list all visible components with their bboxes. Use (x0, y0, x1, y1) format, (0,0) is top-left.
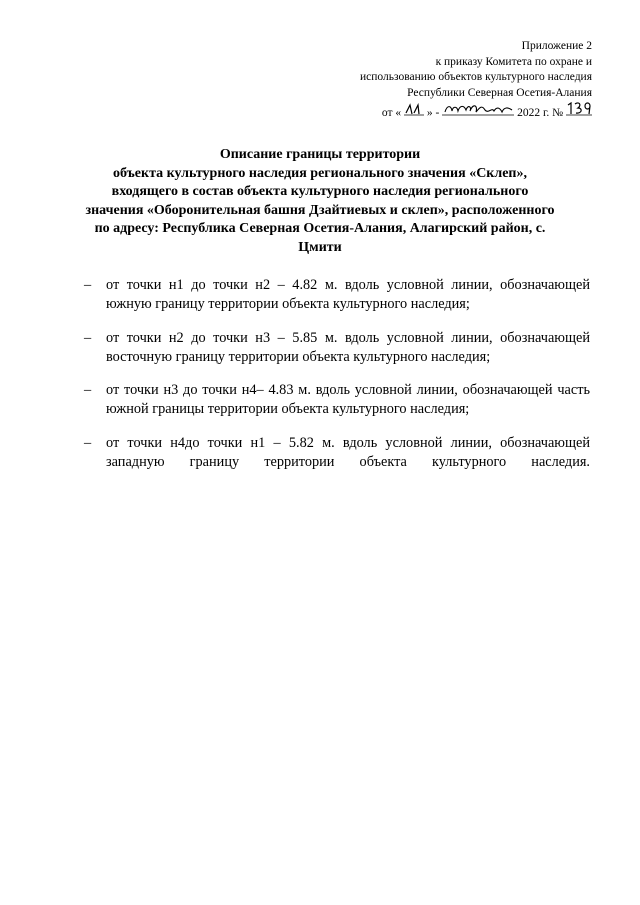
order-date-year: 2022 г. № (517, 107, 564, 119)
list-item-text: от точки н2 до точки н3 – 5.85 м. вдоль условной линии, обозначающей восточную границу территории объекта культурного наследия; (106, 329, 590, 365)
list-item-text: от точки н3 до точки н4– 4.83 м. вдоль условной линии, обозначающей часть южной границы территории объекта культурного наследия; (106, 382, 590, 417)
appendix-line-4: Республики Северная Осетия-Алания (407, 86, 592, 99)
list-dash: – (84, 382, 92, 398)
boundary-description-list (84, 276, 590, 486)
appendix-line-2: к приказу Комитета по охране и (435, 55, 592, 68)
handwritten-month (442, 101, 514, 116)
order-date-prefix: от « (381, 107, 402, 119)
list-dash: – (84, 329, 92, 346)
list-item (84, 276, 590, 314)
list-item-text: от точки н1 до точки н2 – 4.82 м. вдоль условной линии, обозначающей южную границу территории объекта культурного наследия; (106, 277, 590, 312)
list-item (84, 381, 590, 419)
handwritten-day (404, 103, 424, 116)
title-line-5: по адресу: Республика Северная Осетия-Алания, Алагирский район, с. (94, 221, 546, 237)
appendix-line-1: Приложение 2 (521, 40, 592, 52)
title-line-2: объекта культурного наследия регионального значения «Склеп», (112, 165, 528, 181)
appendix-line-3: использованию объектов культурного наследия (359, 71, 592, 83)
appendix-header (272, 39, 592, 122)
title-line-3: входящего в состав объекта культурного наследия регионального (111, 184, 529, 200)
list-item (84, 329, 590, 367)
list-item (84, 434, 590, 472)
order-date-mid: » - (426, 107, 440, 119)
document-title (60, 146, 580, 258)
list-dash: – (84, 434, 92, 451)
handwritten-order-number (566, 101, 592, 116)
title-line-4: значения «Оборонительная башня Дзайтиевых и склеп», расположенного (85, 202, 555, 218)
title-line-1: Описание границы территории (219, 147, 421, 162)
title-line-6: Цмити (298, 239, 342, 255)
list-item-text: от точки н4до точки н1 – 5.82 м. вдоль условной линии, обозначающей западную границу территории объекта культурного наследия. (106, 434, 590, 470)
order-date-line (272, 101, 592, 122)
list-dash: – (84, 277, 92, 293)
